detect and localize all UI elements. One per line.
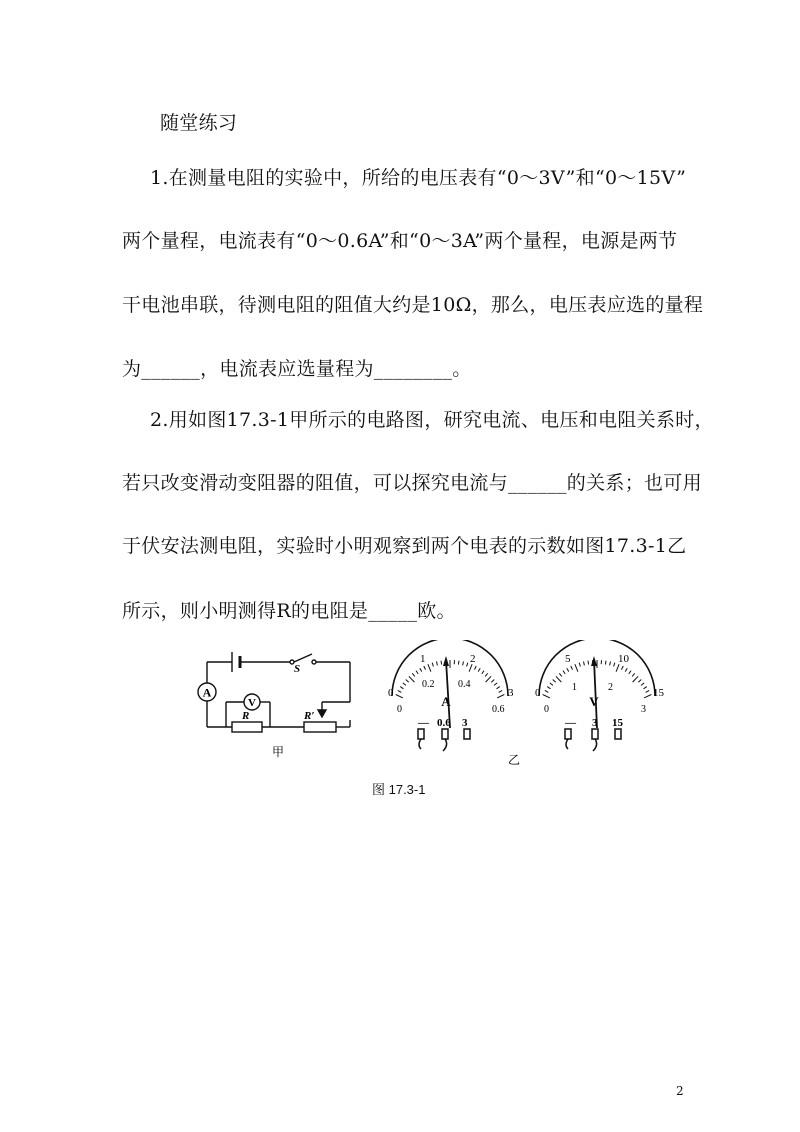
- ammeter-tick: [494, 683, 497, 686]
- voltmeter-inner-2: 2: [608, 682, 613, 693]
- ammeter-tick: [497, 687, 500, 689]
- switch-label: S: [294, 663, 301, 675]
- voltmeter-tick: [579, 663, 580, 667]
- ammeter-tick: [396, 695, 403, 698]
- ammeter-tick: [491, 680, 494, 683]
- voltmeter-tick: [575, 664, 578, 672]
- voltmeter-tick: [571, 666, 573, 670]
- ammeter-outer-3: 3: [508, 687, 514, 699]
- ammeter-tick: [398, 690, 402, 692]
- voltmeter-tick: [644, 687, 647, 689]
- ammeter-tick: [409, 676, 415, 682]
- voltmeter-tick: [584, 662, 585, 666]
- page-number: 2: [676, 1084, 684, 1098]
- voltmeter-tick: [547, 687, 550, 689]
- ammeter-inner-1: 0.2: [422, 679, 435, 690]
- ammeter-tick: [424, 666, 426, 670]
- ammeter-tick: [467, 663, 468, 667]
- q1-line-2: 两个量程，电流表有“0～0.6A”和“0～3A”两个量程，电源是两节: [122, 230, 678, 252]
- voltmeter-inner-0: 0: [544, 704, 549, 715]
- voltmeter-tick: [610, 662, 611, 666]
- voltmeter-terminal-15: 15: [612, 717, 623, 729]
- meters-label: 乙: [508, 753, 521, 767]
- voltmeter-symbol: V: [248, 697, 256, 709]
- voltmeter-tick: [646, 690, 650, 692]
- ammeter-tick: [412, 673, 415, 676]
- resistor-label: R: [242, 710, 250, 722]
- ammeter-tick: [416, 671, 418, 674]
- voltmeter-outer-10: 10: [618, 653, 629, 665]
- voltmeter-dial: [539, 640, 655, 728]
- ammeter-outer-1: 1: [420, 653, 426, 665]
- voltmeter-outer-0: 0: [535, 687, 541, 699]
- ammeter-tick: [463, 662, 464, 666]
- section-title: 随堂练习: [160, 112, 238, 134]
- ammeter-terminals: [418, 729, 470, 751]
- ammeter-tick: [475, 666, 477, 670]
- ammeter-tick: [400, 687, 403, 689]
- circuit-label: 甲: [272, 745, 285, 759]
- switch-blade: [294, 654, 312, 662]
- ammeter-terminal-minus: —: [418, 717, 429, 729]
- voltmeter-tick: [625, 668, 627, 671]
- voltmeter-terminal-3: 3: [592, 717, 598, 729]
- ammeter-tick: [497, 695, 504, 698]
- voltmeter-outer-5: 5: [565, 653, 571, 665]
- voltmeter-outer-15: 15: [653, 687, 664, 699]
- q2-line-3: 于伏安法测电阻，实验时小明观察到两个电表的示数如图17.3-1乙: [122, 535, 687, 557]
- voltmeter-needle-tip: [591, 656, 597, 666]
- q1-line-3: 干电池串联，待测电阻的阻值大约是10Ω，那么，电压表应选的量程: [122, 294, 704, 316]
- q1-line-4: 为______，电流表应选量程为________。: [122, 358, 472, 380]
- ammeter-tick: [499, 690, 503, 692]
- ammeter-symbol: A: [202, 685, 212, 700]
- voltmeter-tick: [553, 680, 556, 683]
- voltmeter-tick: [543, 695, 550, 698]
- voltmeter-tick: [632, 673, 635, 676]
- voltmeter-tick: [622, 666, 624, 670]
- voltmeter-tick: [638, 680, 641, 683]
- ammeter-tick: [469, 664, 472, 672]
- voltmeter-tick: [567, 668, 569, 671]
- ammeter-tick: [485, 673, 488, 676]
- ammeter-tick: [406, 680, 409, 683]
- voltmeter-tick: [556, 676, 562, 682]
- voltmeter-tick: [563, 671, 565, 674]
- ammeter-tick: [441, 661, 442, 665]
- ammeter-tick: [428, 664, 431, 672]
- voltmeter-terminal-minus: —: [565, 717, 576, 729]
- rheostat-box: [304, 722, 336, 732]
- q2-line-2: 若只改变滑动变阻器的阻值，可以探究电流与______的关系；也可用: [122, 472, 702, 494]
- ammeter-dial-symbol: A: [441, 694, 451, 709]
- ammeter-tick: [437, 662, 438, 666]
- rheostat-slider-arrow: [318, 710, 326, 717]
- q2-line-1: 2.用如图17.3-1甲所示的电路图，研究电流、电压和电阻关系时，: [150, 409, 714, 431]
- ammeter-inner-2: 0.4: [458, 679, 471, 690]
- voltmeter-tick: [550, 683, 553, 686]
- ammeter-terminal-3: 3: [462, 717, 468, 729]
- ammeter-tick: [458, 661, 459, 665]
- ammeter-dial: [392, 640, 508, 728]
- voltmeter-tick: [614, 663, 615, 667]
- voltmeter-tick: [605, 661, 606, 665]
- voltmeter-tick: [616, 664, 619, 672]
- voltmeter-tick: [644, 695, 651, 698]
- ammeter-outer-0: 0: [388, 687, 394, 699]
- ammeter-terminal-0-6: 0.6: [437, 717, 451, 729]
- q1-line-1: 1.在测量电阻的实验中，所给的电压表有“0～3V”和“0～15V”: [150, 167, 687, 189]
- voltmeter-dial-symbol: V: [589, 694, 599, 709]
- ammeter-inner-3: 0.6: [492, 704, 505, 715]
- figure-svg: [190, 640, 690, 780]
- voltmeter-inner-1: 1: [572, 682, 577, 693]
- ammeter-outer-2: 2: [470, 653, 476, 665]
- ammeter-tick: [482, 671, 484, 674]
- voltmeter-terminals: [565, 729, 621, 751]
- circuit-diagram: [198, 652, 350, 732]
- voltmeter-tick: [559, 673, 562, 676]
- voltmeter-tick: [641, 683, 644, 686]
- resistor-box: [232, 722, 262, 732]
- q2-line-4: 所示，则小明测得R的电阻是_____欧。: [122, 600, 456, 622]
- ammeter-needle-tip: [443, 656, 449, 666]
- rheostat-label: R′: [304, 710, 315, 722]
- voltmeter-tick: [588, 661, 589, 665]
- voltmeter-tick: [633, 676, 639, 682]
- voltmeter-tick: [545, 690, 549, 692]
- ammeter-tick: [432, 663, 433, 667]
- voltmeter-inner-3: 3: [641, 704, 646, 715]
- ammeter-tick: [403, 683, 406, 686]
- ammeter-inner-0: 0: [397, 704, 402, 715]
- voltmeter-tick: [629, 671, 631, 674]
- ammeter-tick: [486, 676, 492, 682]
- ammeter-tick: [420, 668, 422, 671]
- figure-caption: 图 17.3-1: [372, 782, 426, 797]
- figure-17-3-1: [190, 640, 690, 780]
- ammeter-tick: [478, 668, 480, 671]
- switch-contact-right: [312, 660, 316, 664]
